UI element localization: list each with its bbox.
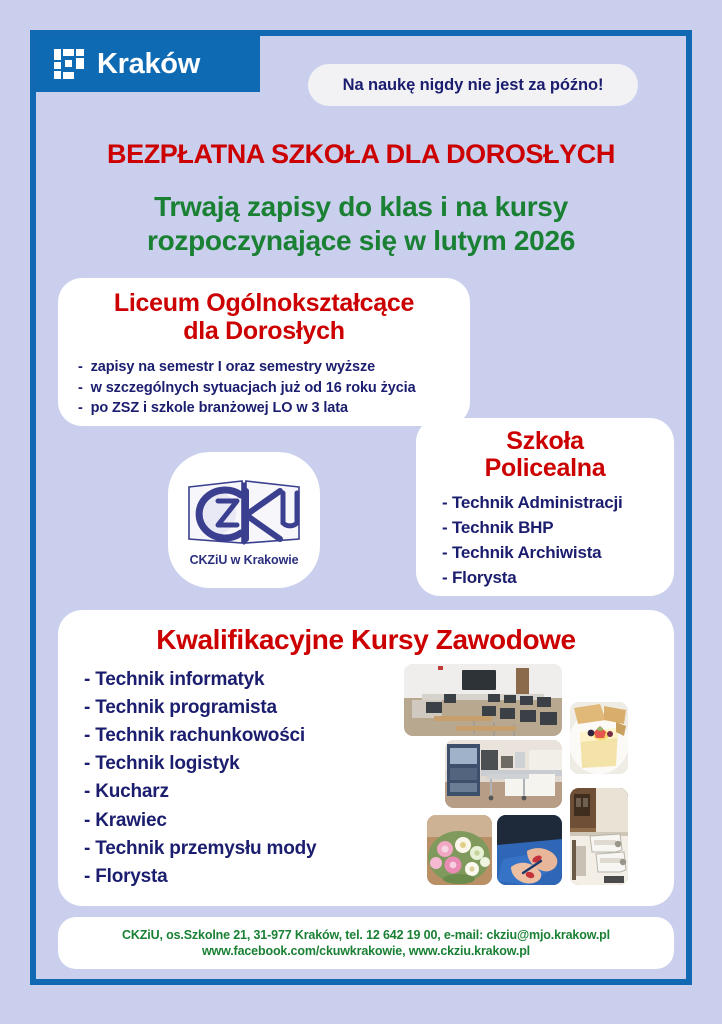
list-item: - Krawiec	[84, 807, 398, 835]
list-item: - po ZSZ i szkole branżowej LO w 3 lata	[78, 398, 452, 419]
brand-name: Kraków	[97, 47, 200, 80]
liceum-card	[58, 278, 470, 426]
list-item: - Technik programista	[84, 694, 398, 722]
krakow-brand-bar	[36, 36, 260, 92]
policealna-title-line-1: Szkoła	[506, 427, 584, 455]
ckziu-logo-caption: CKZiU w Krakowie	[189, 553, 299, 567]
list-item: - Technik Administracji	[442, 490, 660, 515]
list-item: - Technik Archiwista	[442, 540, 660, 565]
flower-bouquet-photo	[427, 815, 492, 885]
kkz-title: Kwalifikacyjne Kursy Zawodowe	[156, 624, 576, 655]
liceum-title-line-2: dla Dorosłych	[183, 316, 345, 345]
page-title: BEZPŁATNA SZKOŁA DLA DOROSŁYCH	[107, 139, 615, 169]
subheading-line-1: Trwają zapisy do klas i na kursy	[154, 191, 568, 222]
policealna-title-line-2: Policealna	[484, 454, 606, 482]
liceum-list	[76, 357, 452, 419]
contact-footer	[58, 917, 674, 969]
list-item: - Florysta	[442, 565, 660, 590]
subheading-line-2: rozpoczynające się w lutym 2026	[146, 225, 575, 257]
list-item: - Technik BHP	[442, 515, 660, 540]
kkz-photo-collage	[398, 660, 656, 892]
tagline-pill: Na naukę nigdy nie jest za późno!	[308, 64, 638, 106]
list-item: - w szczególnych sytuacjach już od 16 roku życia	[78, 378, 452, 399]
computer-classroom-photo	[404, 664, 562, 736]
sewing-hands-photo	[497, 815, 562, 885]
ckziu-open-book-emblem-icon	[185, 473, 303, 551]
list-item: - Technik przemysłu mody	[84, 835, 398, 863]
list-item: - zapisy na semestr I oraz semestry wyższe	[78, 357, 452, 378]
contact-web-line: www.facebook.com/ckuwkrakowie, www.ckziu.krakow.pl	[201, 944, 531, 958]
szkola-policealna-card	[416, 418, 674, 596]
kkz-list	[58, 666, 398, 892]
kitchen-workshop-photo	[445, 740, 562, 808]
policealna-title	[430, 428, 660, 482]
enrollment-subheading	[36, 190, 686, 258]
liceum-title-line-1: Liceum Ogólnokształcące	[113, 289, 415, 317]
list-item: - Technik rachunkowości	[84, 722, 398, 750]
liceum-title	[76, 290, 452, 345]
kkz-body	[58, 666, 674, 892]
list-item: - Florysta	[84, 863, 398, 891]
kkz-card	[58, 610, 674, 906]
krakow-city-blocks-icon	[54, 49, 84, 79]
ckziu-logo-badge	[168, 452, 320, 588]
list-item: - Kucharz	[84, 778, 398, 806]
sewing-machines-photo	[570, 788, 628, 885]
dessert-plate-photo	[570, 702, 628, 774]
contact-address-line: CKZiU, os.Szkolne 21, 31-977 Kraków, tel. 12 642 19 00, e-mail: ckziu@mjo.krakow.pl	[122, 928, 610, 942]
policealna-list	[430, 490, 660, 591]
list-item: - Technik informatyk	[84, 666, 398, 694]
list-item: - Technik logistyk	[84, 750, 398, 778]
